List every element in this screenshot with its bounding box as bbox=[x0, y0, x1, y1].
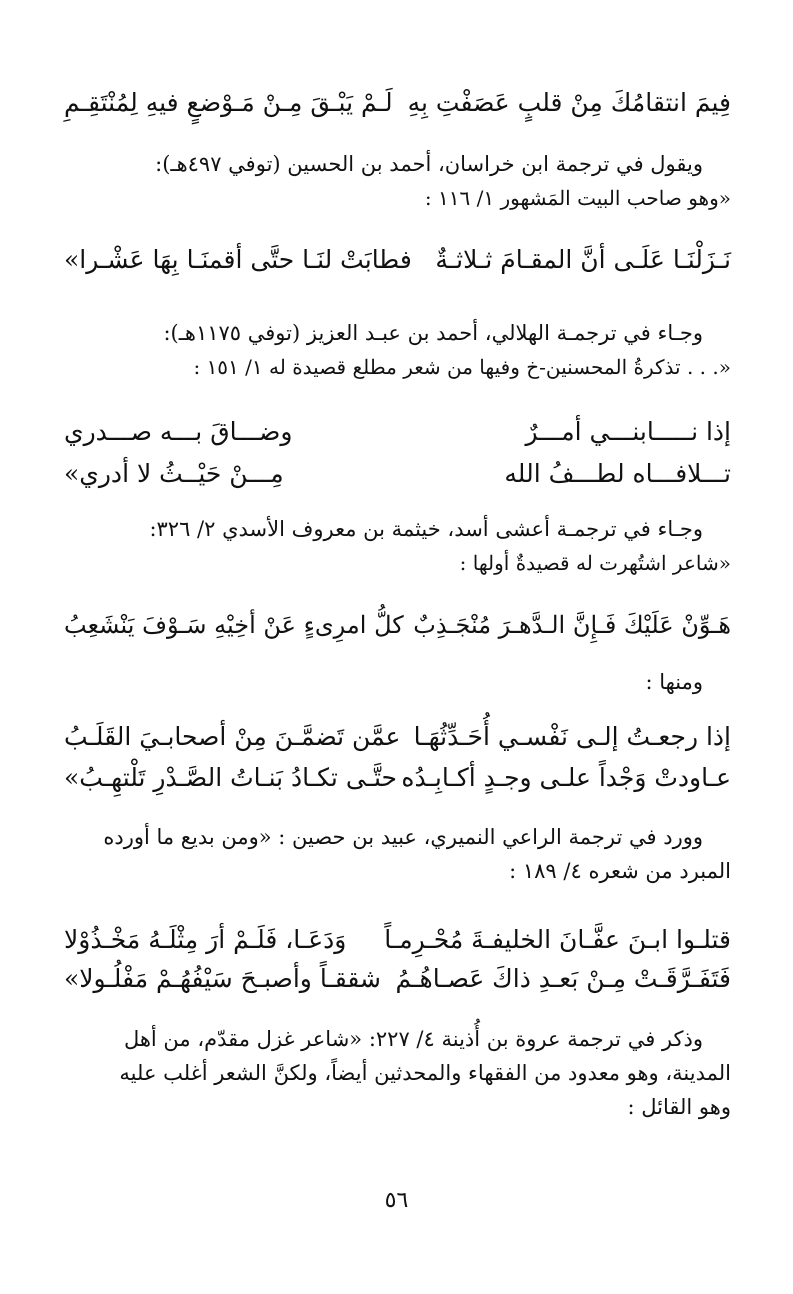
verse-first-hemistich: تـــلافـــاه لطـــفُ الله bbox=[504, 459, 731, 488]
paragraph-line: «وهو صاحب البيت المَشهور ١/ ١١٦ : bbox=[424, 186, 731, 210]
verse-line bbox=[64, 88, 731, 117]
verse-line bbox=[64, 925, 731, 954]
verse-second-hemistich: مِـــنْ حَيْــثُ لا أدري» bbox=[64, 459, 284, 488]
verse-second-hemistich: فطابَتْ لنَـا حتَّى أقمنَـا بِهَا عَشْـرا» bbox=[64, 245, 412, 274]
verse-second-hemistich: حتَّـى تكـادُ بَنـاتُ الصَّـدْرِ تَلْتهِـبُ» bbox=[64, 763, 397, 792]
verse-first-hemistich: إذا نـــــابنـــي أمـــرٌ bbox=[525, 417, 731, 446]
paragraph-line: ويقول في ترجمة ابن خراسان، أحمد بن الحسين (توفي ٤٩٧هـ): bbox=[155, 152, 703, 176]
verse-line bbox=[64, 763, 731, 792]
paragraph-line: وورد في ترجمة الراعي النميري، عبيد بن حصين : «ومن بديع ما أورده bbox=[103, 825, 703, 849]
page-number: ٥٦ bbox=[384, 1188, 409, 1213]
verse-line bbox=[64, 417, 731, 446]
verse-second-hemistich: شققـاً وأصبـحَ سَيْفُهُـمْ مَفْلُـولا» bbox=[64, 964, 382, 993]
paragraph-line: وجـاء في ترجمـة أعشى أسد، خيثمة بن معروف الأسدي ٢/ ٣٢٦: bbox=[149, 517, 703, 541]
paragraph-line: «. . . تذكرةُ المحسنين-خ وفيها من شعر مطلع قصيدة له ١/ ١٥١ : bbox=[193, 355, 731, 379]
paragraph-line: المبرد من شعره ٤/ ١٨٩ : bbox=[509, 859, 731, 883]
verse-line bbox=[64, 611, 731, 639]
paragraph bbox=[64, 820, 731, 888]
paragraph-line: وذكر في ترجمة عروة بن أُذينة ٤/ ٢٢٧: «شاعر غزل مقدّم، من أهل bbox=[123, 1027, 703, 1051]
paragraph-line: وهو القائل : bbox=[627, 1095, 731, 1119]
verse-first-hemistich: عـاودتْ وَجْداً علـى وجـدٍ أكـابِـدُه bbox=[401, 763, 731, 792]
verse-second-hemistich: كلُّ امرِىءٍ عَنْ أخِيْهِ سَـوْفَ يَنْشَعِبُ bbox=[64, 611, 404, 639]
paragraph-line: وجـاء في ترجمـة الهلالي، أحمد بن عبـد العزيز (توفي ١١٧٥هـ): bbox=[163, 321, 703, 345]
paragraph-line: المدينة، وهو معدود من الفقهاء والمحدثين أيضاً، ولكنَّ الشعر أغلب عليه bbox=[119, 1061, 731, 1085]
paragraph bbox=[64, 665, 731, 699]
verse-first-hemistich: قتلـوا ابـنَ عفَّـانَ الخليفـةَ مُحْـرِمـاً bbox=[384, 925, 731, 954]
verse-second-hemistich: لَـمْ يَبْـقَ مِـنْ مَـوْضعٍ فيهِ لِمُنْتَقِـمِ bbox=[64, 88, 393, 117]
paragraph bbox=[64, 316, 731, 384]
verse-second-hemistich: وَدَعَـا، فَلَـمْ أرَ مِثْلَـهُ مَخْـذُوْلا bbox=[64, 925, 347, 954]
verse-first-hemistich: نَـزَلْنَـا عَلَـى أنَّ المقـامَ ثـلاثـةٌ bbox=[435, 245, 731, 274]
paragraph-line: «شاعر اشتُهرت له قصيدةٌ أولها : bbox=[459, 551, 731, 575]
verse-second-hemistich: وضـــاقَ بـــه صـــدري bbox=[64, 417, 293, 446]
verse-first-hemistich: فِيمَ انتقامُكَ مِنْ قلبٍ عَصَفْتِ بِهِ bbox=[407, 88, 731, 117]
verse-line bbox=[64, 722, 731, 751]
verse-second-hemistich: عمَّن تَضمَّـنَ مِنْ أصحابـيَ القَلَـبُ bbox=[64, 722, 401, 751]
verse-line bbox=[64, 964, 731, 993]
verse-first-hemistich: فَتَفَـرَّقَـتْ مِـنْ بَعـدِ ذاكَ عَصـاهُـمُ bbox=[395, 964, 731, 993]
verse-first-hemistich: إذا رجعـتُ إلـى نَفْسـي أُحَـدِّثُهَـا bbox=[413, 722, 731, 751]
paragraph bbox=[64, 147, 731, 215]
paragraph bbox=[64, 512, 731, 580]
verse-line bbox=[64, 245, 731, 274]
paragraph bbox=[64, 1022, 731, 1124]
paragraph-line: ومنها : bbox=[645, 670, 703, 694]
verse-line bbox=[64, 459, 731, 488]
verse-first-hemistich: هَـوِّنْ عَلَيْكَ فَـإِنَّ الـدَّهـرَ مُنْجَـذِبٌ bbox=[413, 611, 731, 639]
